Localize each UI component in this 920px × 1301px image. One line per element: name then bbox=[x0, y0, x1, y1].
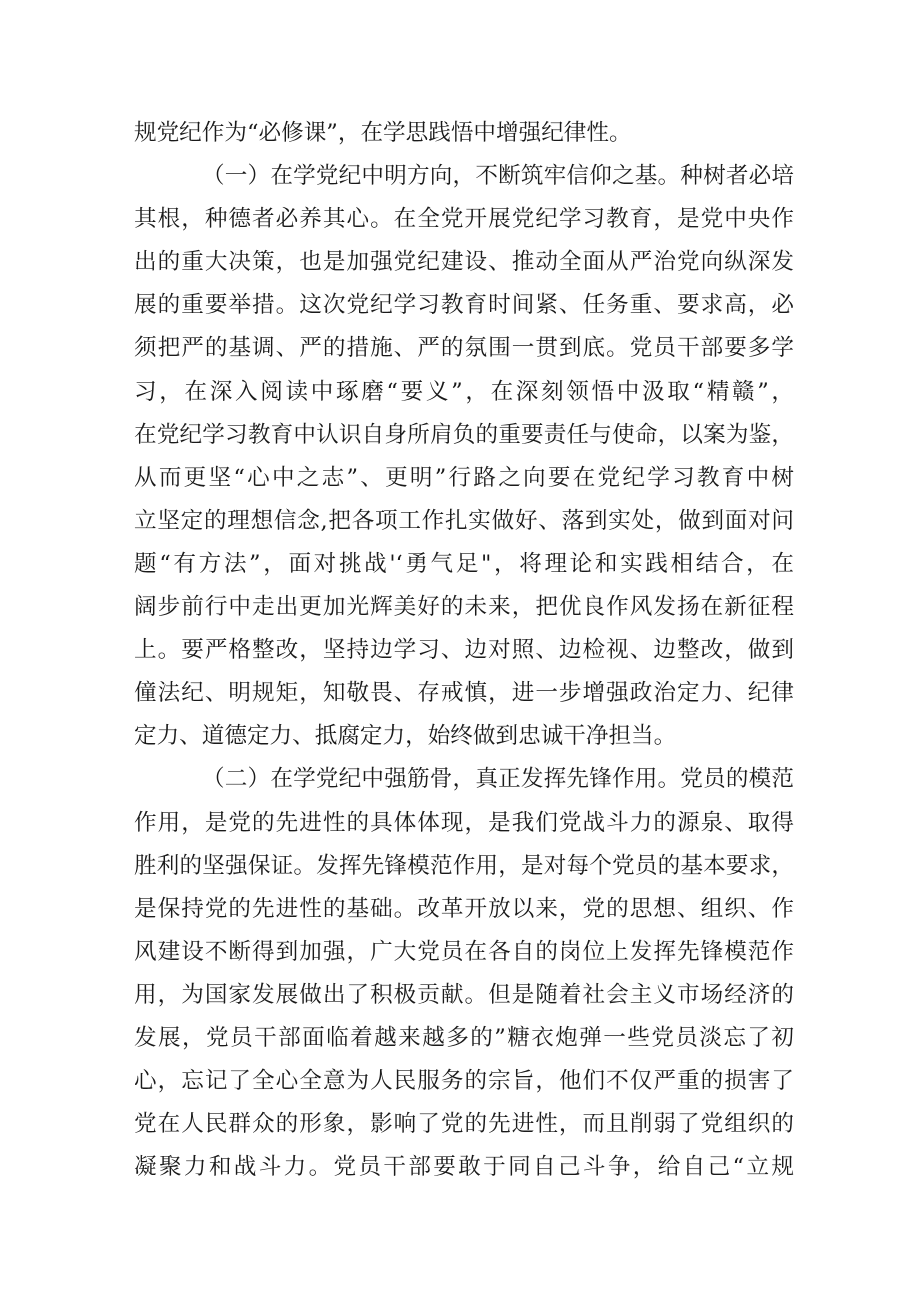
text-line: 须把严的基调、严的措施、严的氛围一贯到底。党员干部要多学 bbox=[134, 335, 794, 362]
text-line: 其根，种德者必养其心。在全党开展党纪学习教育，是党中央作 bbox=[134, 206, 794, 233]
text-line: 僮法纪、明规矩，知敬畏、存戒慎，进一步增强政治定力、纪律 bbox=[134, 680, 794, 707]
text-line: 胜利的坚强保证。发挥先锋模范作用，是对每个党员的基本要求， bbox=[134, 852, 794, 879]
text-line: 在党纪学习教育中认识自身所肩负的重要责任与使命，以案为鉴， bbox=[134, 421, 794, 448]
text-line: 用，为国家发展做出了积极贡献。但是随着社会主义市场经济的 bbox=[134, 981, 794, 1008]
text-line: 心，忘记了全心全意为人民服务的宗旨，他们不仅严重的损害了 bbox=[134, 1068, 794, 1095]
text-line: 党在人民群众的形象，影响了党的先进性，而且削弱了党组织的 bbox=[134, 1111, 794, 1138]
text-line: 从而更坚“心中之志”、更明”行路之向要在党纪学习教育中树 bbox=[134, 464, 794, 491]
text-line: 定力、道德定力、抵腐定力，始终做到忠诚干净担当。 bbox=[134, 723, 677, 750]
section-heading-line: （二）在学党纪中强筋骨，真正发挥先锋作用。党员的模范 bbox=[202, 766, 794, 793]
text-line: 风建设不断得到加强，广大党员在各自的岗位上发挥先锋模范作 bbox=[134, 938, 794, 965]
body-text bbox=[134, 112, 794, 1189]
text-line: 作用，是党的先进性的具体体现，是我们党战斗力的源泉、取得 bbox=[134, 809, 794, 836]
text-line: 题“有方法”，面对挑战'‘勇气足"，将理论和实践相结合，在 bbox=[134, 550, 794, 577]
text-line: 凝聚力和战斗力。党员干部要敢于同自己斗争，给自己“立规 bbox=[134, 1154, 794, 1181]
text-line: 展的重要举措。这次党纪学习教育时间紧、任务重、要求高，必 bbox=[134, 292, 794, 319]
text-line: 发展，党员干部面临着越来越多的”糖衣炮弹一些党员淡忘了初 bbox=[134, 1024, 794, 1051]
text-line: 立坚定的理想信念,把各项工作扎实做好、落到实处，做到面对问 bbox=[134, 507, 794, 534]
text-line: 上。要严格整改，坚持边学习、边对照、边检视、边整改，做到 bbox=[134, 637, 794, 664]
text-line: 习，在深入阅读中琢磨“要义”，在深刻领悟中汲取“精赣”， bbox=[134, 378, 794, 405]
text-line: 规党纪作为“必修课”，在学思践悟中增强纪律性。 bbox=[134, 120, 632, 146]
section-heading-line: （一）在学党纪中明方向，不断筑牢信仰之基。种树者必培 bbox=[202, 163, 794, 190]
text-line: 出的重大决策，也是加强党纪建设、推动全面从严治党向纵深发 bbox=[134, 249, 794, 276]
text-line: 阔步前行中走出更加光辉美好的未来，把优良作风发扬在新征程 bbox=[134, 594, 794, 621]
text-line: 是保持党的先进性的基础。改革开放以来，党的思想、组织、作 bbox=[134, 895, 794, 922]
